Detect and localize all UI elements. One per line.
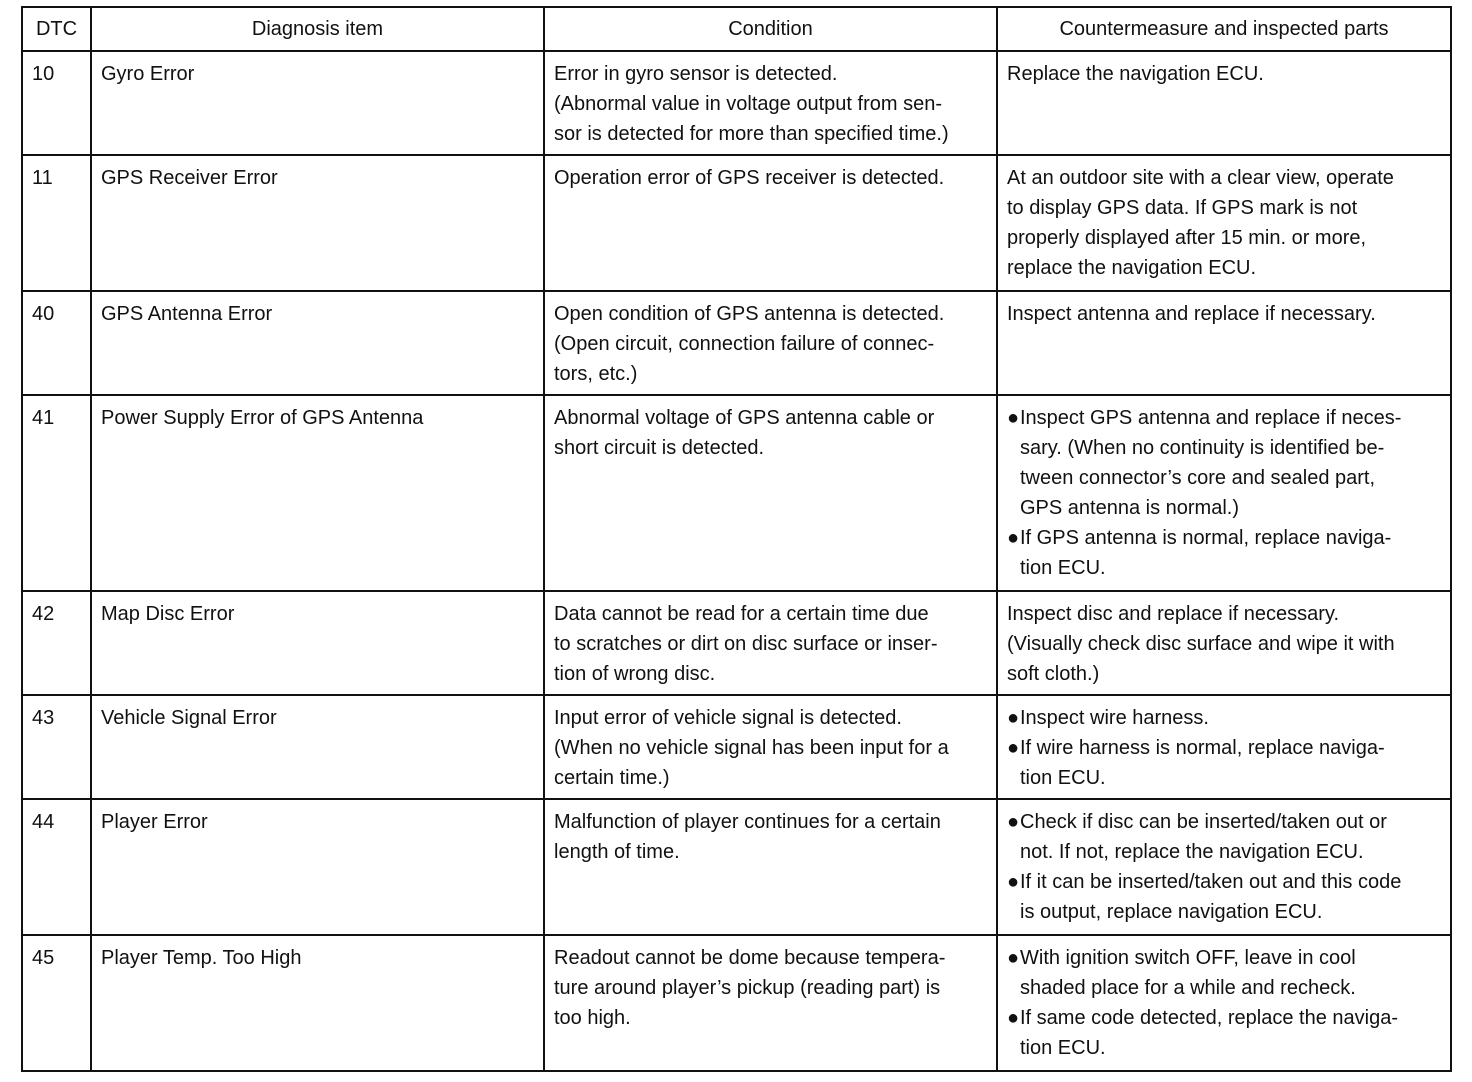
condition-cell — [544, 291, 997, 395]
countermeasure-line: Inspect wire harness. — [1020, 707, 1209, 729]
dtc-code: 43 — [22, 695, 91, 799]
countermeasure-bullet — [1007, 523, 1441, 583]
condition-cell — [544, 51, 997, 155]
table-row — [22, 291, 1451, 395]
countermeasure-line: GPS antenna is normal.) — [1020, 497, 1239, 519]
countermeasure-cell — [997, 155, 1451, 291]
diagnosis-item: Player Error — [91, 799, 544, 935]
table-row — [22, 591, 1451, 695]
header-diagnosis-item: Diagnosis item — [91, 7, 544, 51]
countermeasure-line: If it can be inserted/taken out and this code — [1020, 871, 1402, 893]
countermeasure-line: Replace the navigation ECU. — [1007, 63, 1264, 85]
condition-line: tors, etc.) — [554, 363, 638, 385]
header-dtc: DTC — [22, 7, 91, 51]
countermeasure-line: is output, replace navigation ECU. — [1020, 901, 1323, 923]
countermeasure-cell — [997, 591, 1451, 695]
countermeasure-line: Inspect GPS antenna and replace if neces- — [1020, 407, 1402, 429]
table-row — [22, 395, 1451, 591]
countermeasure-line: (Visually check disc surface and wipe it with — [1007, 633, 1395, 655]
condition-line: Abnormal voltage of GPS antenna cable or — [554, 407, 935, 429]
countermeasure-line: sary. (When no continuity is identified be- — [1020, 437, 1385, 459]
countermeasure-cell — [997, 395, 1451, 591]
countermeasure-line: tion ECU. — [1020, 767, 1106, 789]
countermeasure-line: If same code detected, replace the naviga- — [1020, 1007, 1399, 1029]
countermeasure-bullet — [1007, 403, 1441, 523]
countermeasure-bullet — [1007, 703, 1441, 733]
condition-line: Operation error of GPS receiver is detected. — [554, 167, 945, 189]
countermeasure-cell — [997, 291, 1451, 395]
table-header — [22, 7, 1451, 51]
countermeasure-line: to display GPS data. If GPS mark is not — [1007, 197, 1358, 219]
condition-cell — [544, 695, 997, 799]
condition-line: certain time.) — [554, 767, 670, 789]
condition-line: (When no vehicle signal has been input for a — [554, 737, 949, 759]
condition-line: Input error of vehicle signal is detected. — [554, 707, 902, 729]
countermeasure-line: replace the navigation ECU. — [1007, 257, 1257, 279]
condition-line: short circuit is detected. — [554, 437, 765, 459]
header-condition: Condition — [544, 7, 997, 51]
condition-cell — [544, 935, 997, 1071]
countermeasure-bullet — [1007, 867, 1441, 927]
bullet-dot-icon: ● — [1007, 811, 1020, 833]
condition-cell — [544, 799, 997, 935]
table-row — [22, 695, 1451, 799]
dtc-code: 40 — [22, 291, 91, 395]
condition-line: tion of wrong disc. — [554, 663, 716, 685]
condition-line: length of time. — [554, 841, 680, 863]
countermeasure-bullet — [1007, 733, 1441, 793]
bullet-dot-icon: ● — [1007, 871, 1020, 893]
countermeasure-cell — [997, 935, 1451, 1071]
condition-line: (Open circuit, connection failure of connec- — [554, 333, 935, 355]
countermeasure-line: shaded place for a while and recheck. — [1020, 977, 1356, 999]
dtc-code: 11 — [22, 155, 91, 291]
countermeasure-line: Inspect disc and replace if necessary. — [1007, 603, 1340, 625]
condition-line: ture around player’s pickup (reading part) is — [554, 977, 941, 999]
countermeasure-line: Inspect antenna and replace if necessary. — [1007, 303, 1376, 325]
table-row — [22, 799, 1451, 935]
dtc-code: 45 — [22, 935, 91, 1071]
countermeasure-bullet — [1007, 943, 1441, 1003]
table-row — [22, 935, 1451, 1071]
countermeasure-bullet — [1007, 807, 1441, 867]
diagnosis-item: Gyro Error — [91, 51, 544, 155]
countermeasure-bullet — [1007, 1003, 1441, 1063]
countermeasure-line: tion ECU. — [1020, 557, 1106, 579]
condition-cell — [544, 395, 997, 591]
countermeasure-line: Check if disc can be inserted/taken out or — [1020, 811, 1387, 833]
countermeasure-line: If GPS antenna is normal, replace naviga- — [1020, 527, 1392, 549]
condition-line: to scratches or dirt on disc surface or inser- — [554, 633, 938, 655]
countermeasure-line: soft cloth.) — [1007, 663, 1100, 685]
countermeasure-line: not. If not, replace the navigation ECU. — [1020, 841, 1364, 863]
bullet-dot-icon: ● — [1007, 947, 1020, 969]
diagnosis-item: Map Disc Error — [91, 591, 544, 695]
bullet-dot-icon: ● — [1007, 527, 1020, 549]
condition-cell — [544, 155, 997, 291]
diagnosis-item: Vehicle Signal Error — [91, 695, 544, 799]
condition-line: (Abnormal value in voltage output from sen- — [554, 93, 942, 115]
condition-line: sor is detected for more than specified time.) — [554, 123, 949, 145]
condition-line: Data cannot be read for a certain time due — [554, 603, 929, 625]
table-row — [22, 155, 1451, 291]
diagnosis-item: GPS Receiver Error — [91, 155, 544, 291]
countermeasure-line: properly displayed after 15 min. or more, — [1007, 227, 1367, 249]
condition-cell — [544, 591, 997, 695]
header-row — [22, 7, 1451, 51]
condition-line: Error in gyro sensor is detected. — [554, 63, 838, 85]
dtc-code: 41 — [22, 395, 91, 591]
bullet-dot-icon: ● — [1007, 707, 1020, 729]
condition-line: too high. — [554, 1007, 631, 1029]
diagnosis-item: Player Temp. Too High — [91, 935, 544, 1071]
dtc-code: 44 — [22, 799, 91, 935]
table-body — [22, 51, 1451, 1071]
countermeasure-line: With ignition switch OFF, leave in cool — [1020, 947, 1356, 969]
countermeasure-cell — [997, 695, 1451, 799]
bullet-dot-icon: ● — [1007, 407, 1020, 429]
dtc-table — [21, 6, 1452, 1072]
bullet-dot-icon: ● — [1007, 737, 1020, 759]
countermeasure-cell — [997, 799, 1451, 935]
countermeasure-line: If wire harness is normal, replace naviga- — [1020, 737, 1385, 759]
diagnosis-item: GPS Antenna Error — [91, 291, 544, 395]
dtc-code: 10 — [22, 51, 91, 155]
dtc-code: 42 — [22, 591, 91, 695]
diagnosis-item: Power Supply Error of GPS Antenna — [91, 395, 544, 591]
countermeasure-cell — [997, 51, 1451, 155]
table-row — [22, 51, 1451, 155]
condition-line: Readout cannot be dome because tempera- — [554, 947, 946, 969]
condition-line: Open condition of GPS antenna is detected. — [554, 303, 945, 325]
countermeasure-line: At an outdoor site with a clear view, operate — [1007, 167, 1394, 189]
bullet-dot-icon: ● — [1007, 1007, 1020, 1029]
countermeasure-line: tion ECU. — [1020, 1037, 1106, 1059]
header-countermeasure: Countermeasure and inspected parts — [997, 7, 1451, 51]
condition-line: Malfunction of player continues for a certain — [554, 811, 941, 833]
countermeasure-line: tween connector’s core and sealed part, — [1020, 467, 1376, 489]
